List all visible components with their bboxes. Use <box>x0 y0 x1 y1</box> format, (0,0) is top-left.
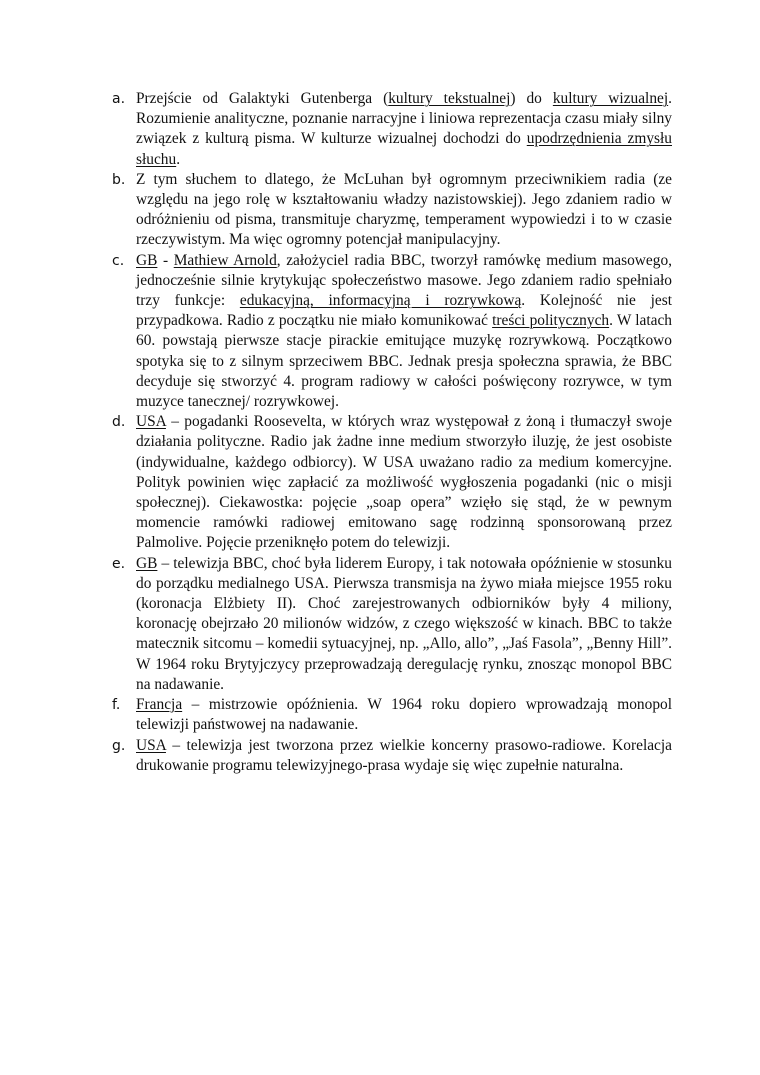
item-text <box>136 252 672 410</box>
text-run: – telewizja jest tworzona przez wielkie koncerny prasowo-radiowe. Korelacja drukowanie programu telewizyjnego-prasa wydaje się więc zupełnie naturalna. <box>136 736 672 774</box>
text-run: . <box>176 150 181 168</box>
list-marker: a. <box>112 91 126 107</box>
list-marker: d. <box>112 414 126 431</box>
item-text <box>136 696 672 733</box>
item-text <box>136 90 672 168</box>
text-run: Z tym słuchem to dlatego, że McLuhan był ogromnym przeciwnikiem radia (ze względu na jego rolę w kształtowaniu władzy nazistowskiej). Jego zdaniem radio w odróżnieniu od pisma, transmituje charyzmę, temperament wypowiedzi i to w czasie rzeczywistym. Ma więc ogromny potencjał manipulacyjny. <box>136 170 672 249</box>
list-marker: c. <box>112 252 125 269</box>
list-item <box>110 251 672 413</box>
text-run: . Kolejność nie jest przypadkowa. Radio z początku nie miało komunikować <box>136 292 672 330</box>
text-run: , założyciel radia BBC, tworzył ramówkę medium masowego, jednocześnie silnie krytykując społeczeństwo masowe. Jego zdaniem radio spełniało trzy funkcje: <box>136 251 672 310</box>
item-text <box>136 555 672 693</box>
underlined-term: Francja <box>136 696 183 714</box>
list-item <box>110 736 672 776</box>
list-item <box>110 170 672 251</box>
list-marker: g. <box>112 737 126 754</box>
underlined-term: USA <box>136 736 166 754</box>
text-run: Przejście od Galaktyki Gutenberga ( <box>136 90 389 107</box>
underlined-term: GB <box>136 554 158 572</box>
text-run: ) do <box>510 90 553 107</box>
underlined-term: Mathiew Arnold <box>173 251 277 269</box>
underlined-term: kultury wizualnej <box>552 90 669 107</box>
underlined-term: USA <box>136 413 166 431</box>
item-text <box>136 171 672 249</box>
list-item <box>110 695 672 735</box>
lettered-list <box>110 89 672 776</box>
underlined-term: kultury tekstualnej <box>388 90 511 107</box>
item-text <box>136 413 672 551</box>
list-marker: b. <box>112 171 126 188</box>
text-run: – telewizja BBC, choć była liderem Europy, i tak notowała opóźnienie w stosunku do porządku medialnego USA. Pierwsza transmisja na żywo miała miejsce 1955 roku (koronacja Elżbiety II). Choć zarejestrowanych odbiorników były 4 miliony, koronację obejrzało 20 milionów widzów, z czego większość w kinach. BBC to także matecznik sitcomu – komedii sytuacyjnej, np. „Allo, allo”, „Jaś Fasola”, „Benny Hill”. W 1964 roku Brytyjczycy przeprowadzają deregulację rynku, znosząc monopol BBC na nadawanie. <box>136 554 672 693</box>
text-run: – pogadanki Roosevelta, w których wraz występował z żoną i tłumaczył swoje działania polityczne. Radio jak żadne inne medium stworzyło iluzję, że jest osobiste (indywidualne, każdego odbiorcy). W USA uważano radio za medium komercyjne. Polityk powinien więc zapłacić za możliwość wygłoszenia pogadanki (nic o misji społecznej). Ciekawostka: pojęcie „soap opera” wzięło się stąd, że w pewnym momencie ramówki radiowej emitowano sagę rodzinną sponsorowaną przez Palmolive. Pojęcie przeniknęło potem do telewizji. <box>136 413 672 552</box>
list-item <box>110 554 672 695</box>
text-run: . W latach 60. powstają pierwsze stacje pirackie emitujące muzykę rozrywkową. Początkowo spotyka się to z silnym sprzeciwem BBC. Jednak presja społeczna sprawia, że BBC decyduje się stworzyć 4. program radiowy w całości poświęcony rozrywce, w tym muzyce tanecznej/ rozrywkowej. <box>136 312 672 411</box>
underlined-term: treści politycznych <box>492 312 610 330</box>
text-run: - <box>157 251 174 269</box>
text-run: . Rozumienie analityczne, poznanie narracyjne i liniowa reprezentacja czasu miały silny związek z kulturą pisma. W kulturze wizualnej dochodzi do <box>136 90 672 148</box>
underlined-term: upodrzędnienia zmysłu słuchu <box>136 130 672 168</box>
item-text <box>136 737 672 774</box>
list-item <box>110 89 672 170</box>
list-item <box>110 412 672 553</box>
list-marker: e. <box>112 555 126 572</box>
text-run: – mistrzowie opóźnienia. W 1964 roku dopiero wprowadzają monopol telewizji państwowej na nadawanie. <box>136 696 672 734</box>
underlined-term: edukacyjną, informacyjną i rozrywkową <box>239 292 522 310</box>
list-marker: f. <box>112 697 121 714</box>
underlined-term: GB <box>136 251 158 269</box>
